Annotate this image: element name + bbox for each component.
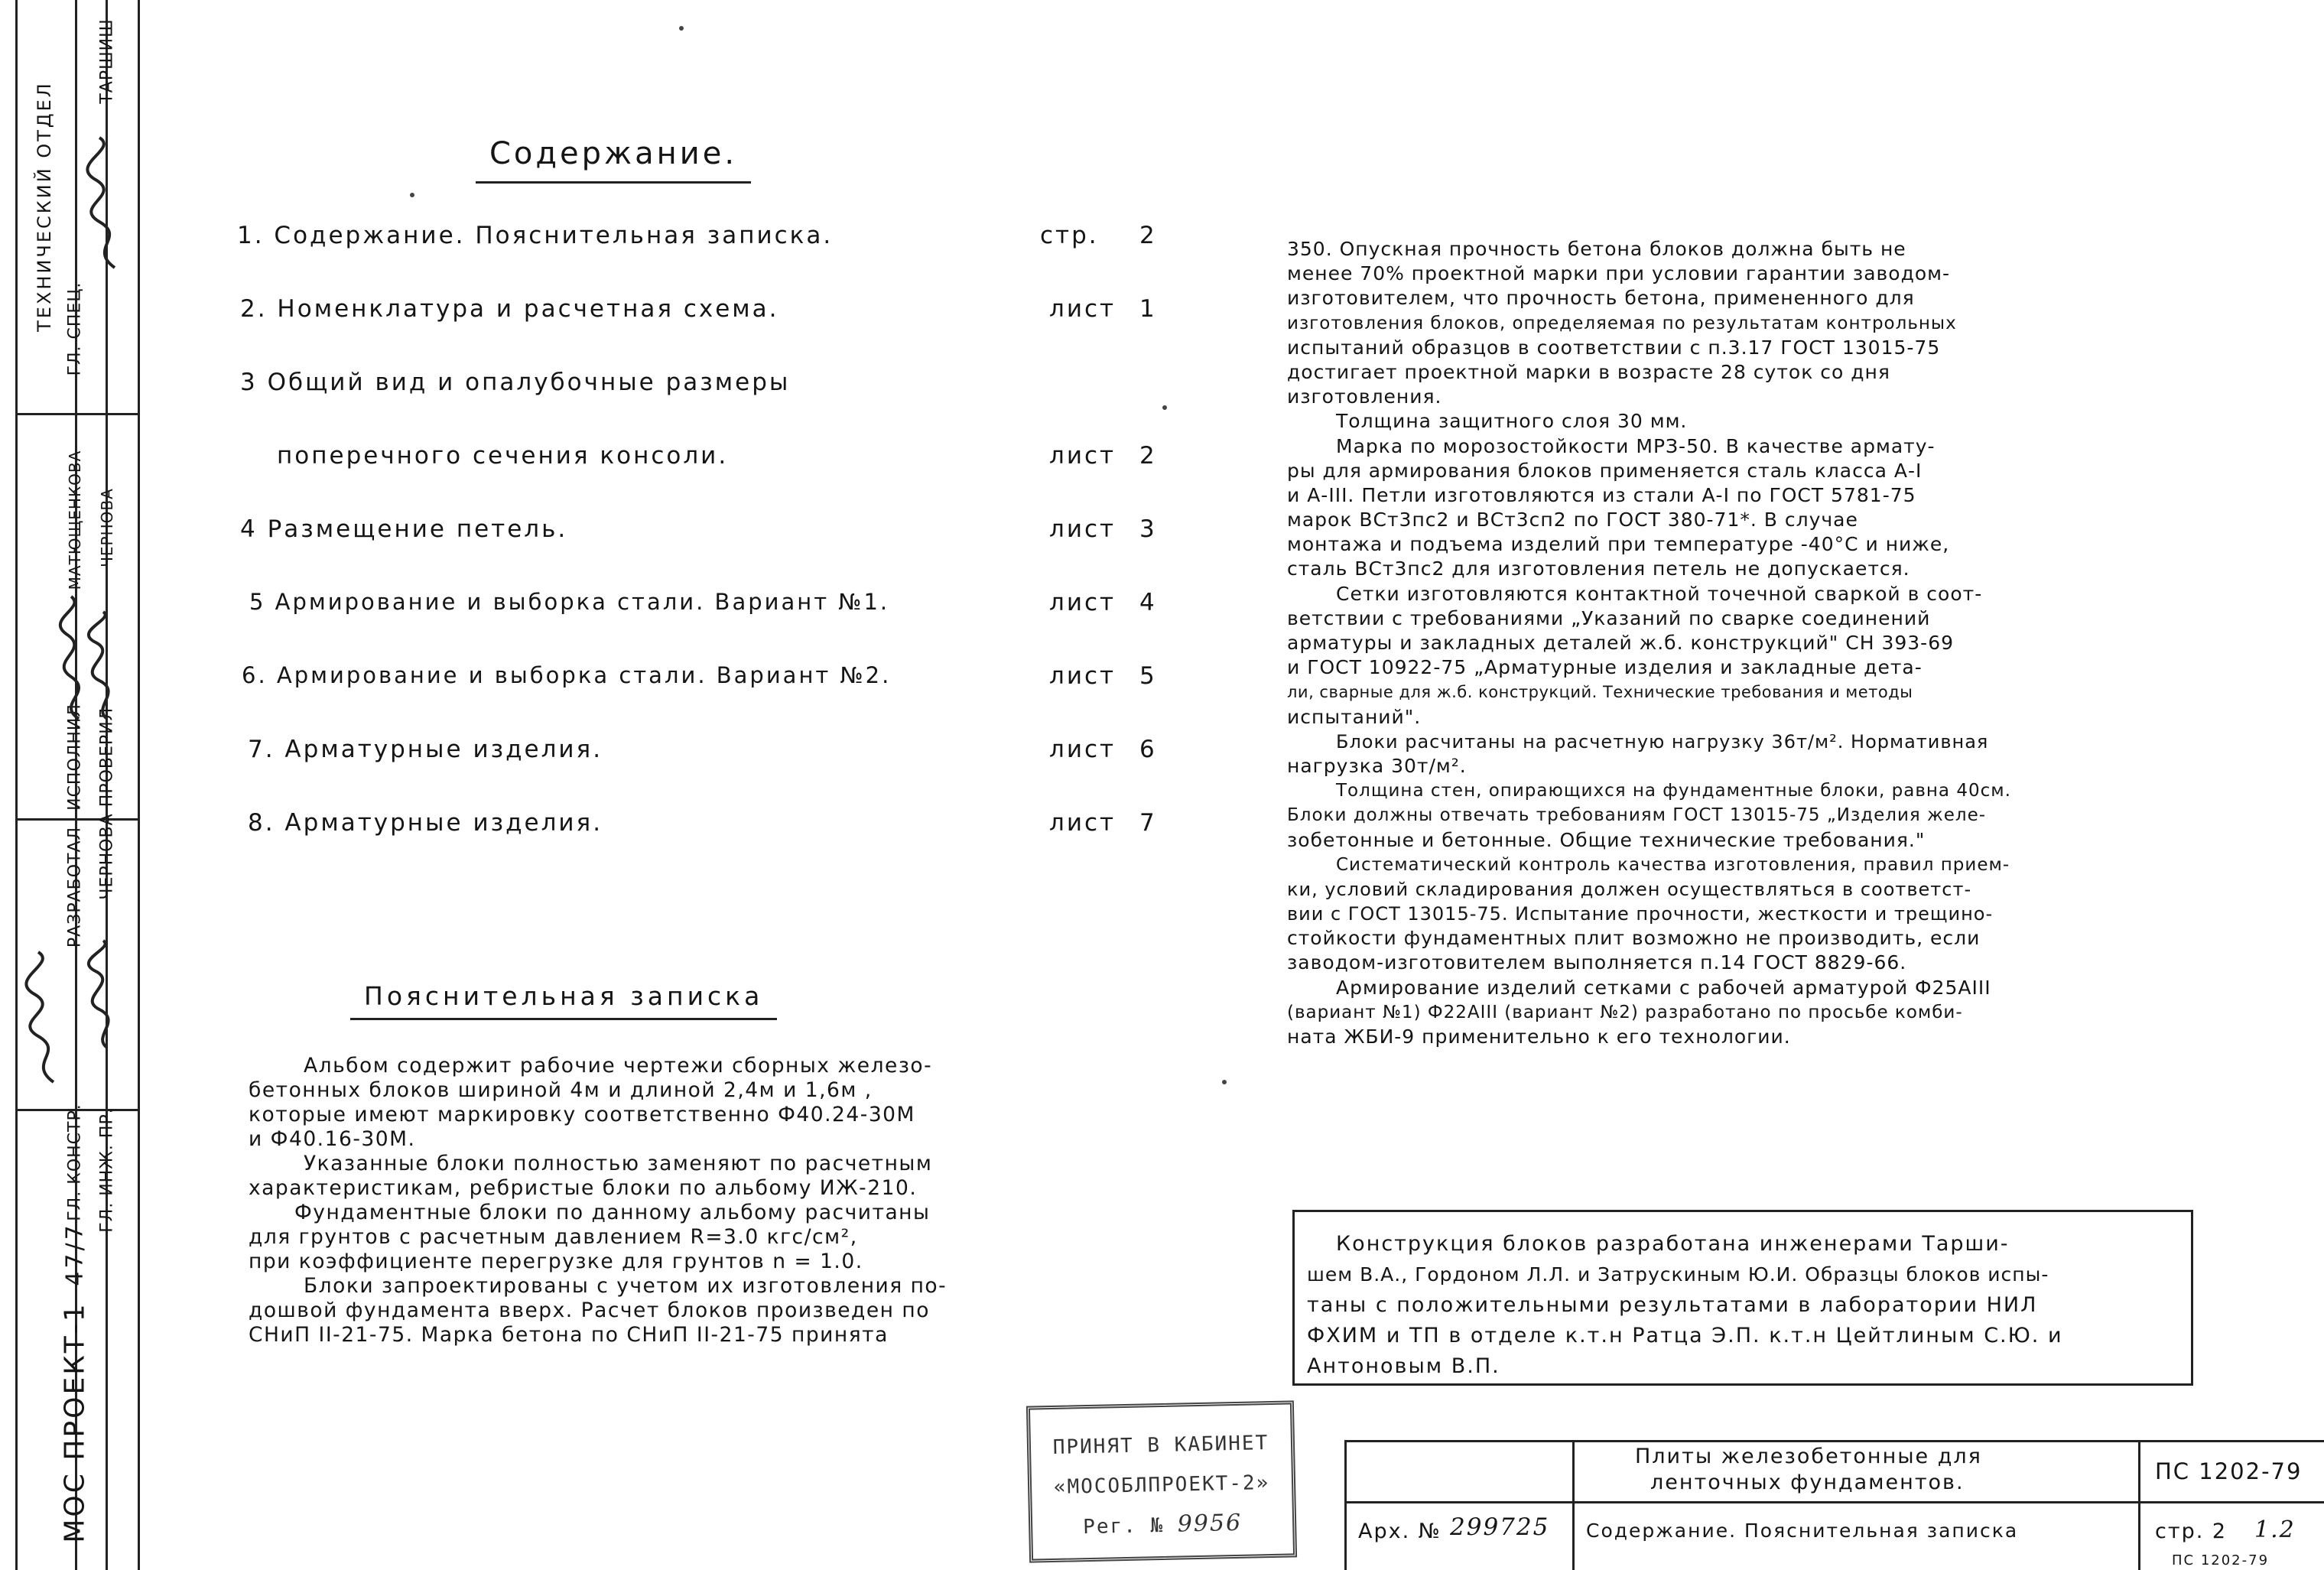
toc-row [237, 589, 1185, 627]
note-line: сталь ВСт3пс2 для изготовления петель не допускается. [1287, 557, 1910, 580]
toc-ref: лист [1049, 442, 1116, 470]
signature-3 [84, 608, 130, 723]
department-label: ТЕХНИЧЕСКИЙ ОТДЕЛ [34, 81, 55, 332]
tb-archive-label: Арх. № [1358, 1520, 1442, 1543]
toc-row [237, 295, 1185, 333]
contents-heading-text: Содержание. [489, 136, 738, 171]
toc-ref: лист [1049, 662, 1116, 690]
toc-num: 4 [1139, 589, 1157, 616]
toc-title: 4 Размещение петель. [240, 515, 568, 543]
note-line: ли, сварные для ж.б. конструкций. Технические требования и методы [1287, 683, 1913, 702]
stamp-line: ПРИНЯТ В КАБИНЕТ [1052, 1432, 1269, 1459]
role-executed: ИСПОЛНИЛ [65, 704, 85, 811]
role-chief-designer: ГЛ. КОНСТР. [65, 1104, 85, 1221]
toc-row [237, 662, 1185, 700]
stamp-reg-label: Рег. № [1082, 1513, 1165, 1539]
toc-row [237, 515, 1185, 554]
note-line: дошвой фундамента вверх. Расчет блоков произведен по [249, 1299, 930, 1322]
name-chernova: ЧЕРНОВА [98, 488, 116, 567]
toc-ref: лист [1049, 736, 1116, 763]
note-line: и А-III. Петли изготовляются из стали А-I по ГОСТ 5781-75 [1287, 483, 1916, 506]
stamp-line [1032, 1502, 1293, 1548]
box-line: Конструкция блоков разработана инженерами Тарши- [1336, 1232, 2010, 1256]
note-line: 350. Опускная прочность бетона блоков должна быть не [1287, 238, 1906, 260]
toc-num: 1 [1139, 295, 1157, 323]
note-line: нагрузка 30т/м². [1287, 754, 1467, 777]
signature-5 [84, 937, 130, 1052]
note-line: при коэффициенте перегрузке для грунтов n = 1.0. [249, 1250, 863, 1273]
toc-title: 5 Армирование и выборка стали. Вариант №1. [249, 589, 890, 615]
note-line: ветствии с требованиями „Указаний по сварке соединений [1287, 606, 1931, 629]
sheet-mark: 47/7 [61, 1222, 89, 1286]
footer-code: ПС 1202-79 [2172, 1552, 2270, 1568]
note-line: бетонных блоков шириной 4м и длиной 2,4м и 1,6м , [249, 1078, 873, 1102]
note-line: которые имеют маркировку соответственно Ф40.24-30М [249, 1103, 915, 1126]
name-tarshish: ТАРШИШ [97, 18, 117, 104]
org-name: МОС ПРОЕКТ-1 [59, 1302, 91, 1543]
stamp-line: «МОСОБЛПРОЕКТ-2» [1053, 1471, 1270, 1499]
note-line: ры для армирования блоков применяется сталь класса А-I [1287, 459, 1923, 482]
note-line: Толщина стен, опирающихся на фундаментные блоки, равна 40см. [1336, 781, 2011, 801]
note-line: Сетки изготовляются контактной точечной сваркой в соот- [1336, 582, 1983, 605]
box-line: шем В.А., Гордоном Л.Л. и Затрускиным Ю.И. Образцы блоков испы- [1307, 1263, 2049, 1286]
note-line: зобетонные и бетонные. Общие технические требования." [1287, 828, 1926, 851]
note-line: Фундаментные блоки по данному альбому расчитаны [294, 1201, 931, 1224]
box-line: ФХИМ и ТП в отделе к.т.н Ратца Э.П. к.т.н Цейтлиным С.Ю. и [1307, 1324, 2063, 1347]
name-chernova-2: ЧЕРНОВА [97, 813, 117, 900]
note-right-column [1287, 237, 2011, 1049]
note-line: изготовления. [1287, 385, 1442, 408]
toc-row [237, 442, 1185, 480]
note-line: вии с ГОСТ 13015-75. Испытание прочности, жесткости и трещино- [1287, 903, 1994, 925]
note-left-column [249, 1054, 947, 1347]
box-line: Антоновым В.П. [1307, 1354, 1500, 1378]
note-line: изготовления блоков, определяемая по результатам контрольных [1287, 313, 1957, 333]
note-heading-text: Пояснительная записка [364, 981, 764, 1011]
stamp-reg-number: 9956 [1177, 1509, 1243, 1538]
note-line: Толщина защитного слоя 30 мм. [1336, 410, 1688, 433]
name-matyuschenkova: МАТЮЩЕНКОВА [66, 450, 84, 590]
tb-title-line2: ленточных фундаментов. [1650, 1471, 1965, 1494]
toc-ref: лист [1049, 295, 1116, 323]
note-line: ната ЖБИ-9 применительно к его технологии. [1287, 1026, 1791, 1048]
note-line: СНиП II-21-75. Марка бетона по СНиП II-21-75 принята [249, 1323, 889, 1347]
toc-title: 3 Общий вид и опалубочные размеры [240, 369, 791, 396]
registration-stamp [1026, 1400, 1297, 1562]
note-line: и Ф40.16-30М. [249, 1127, 416, 1151]
contents-heading [489, 136, 737, 171]
signature-1 [84, 134, 130, 271]
role-chief-engineer: ГЛ. ИНЖ. ПР. [97, 1107, 117, 1233]
note-heading [364, 981, 763, 1011]
note-line: марок ВСт3пс2 и ВСт3сп2 по ГОСТ 380-71*. В случае [1287, 509, 1858, 531]
title-block [1344, 1440, 2324, 1570]
toc-num: 7 [1139, 809, 1157, 837]
signature-4 [23, 948, 69, 1086]
toc-title: 2. Номенклатура и расчетная схема. [240, 295, 779, 323]
toc-row [237, 736, 1185, 774]
note-line: Блоки расчитаны на расчетную нагрузку 36т/м². Нормативная [1336, 730, 1989, 752]
note-line: испытаний". [1287, 705, 1422, 728]
toc-num: 2 [1139, 222, 1157, 249]
note-line: для грунтов с расчетным давлением R=3.0 кгс/см², [249, 1225, 858, 1249]
note-line: Систематический контроль качества изготовления, правил прием- [1336, 854, 2010, 875]
note-line: Блоки должны отвечать требованиям ГОСТ 13015-75 „Изделия желе- [1287, 805, 1987, 826]
toc-title: 1. Содержание. Пояснительная записка. [237, 222, 834, 249]
toc-title: 8. Арматурные изделия. [248, 809, 603, 837]
tb-sheet-number: 1.2 [2254, 1516, 2296, 1543]
note-line: ки, условий складирования должен осуществляться в соответст- [1287, 878, 1972, 900]
tb-sheet-label: стр. 2 [2155, 1520, 2228, 1543]
toc-title: поперечного сечения консоли. [277, 442, 729, 470]
note-line: испытаний образцов в соответствии с п.3.17 ГОСТ 13015-75 [1287, 336, 1941, 359]
toc-num: 3 [1139, 515, 1157, 543]
tb-archive-number: 299725 [1450, 1513, 1550, 1541]
toc-row [237, 369, 1185, 407]
note-line: изготовителем, что прочность бетона, примененного для [1287, 287, 1915, 310]
note-line: и ГОСТ 10922-75 „Арматурные изделия и закладные дета- [1287, 656, 1923, 679]
note-line: монтажа и подъема изделий при температуре -40°С и ниже, [1287, 533, 1950, 556]
note-line: достигает проектной марки в возрасте 28 суток со дня [1287, 360, 1890, 383]
role-checked: ПРОВЕРИЛ [97, 707, 117, 808]
note-line: Альбом содержит рабочие чертежи сборных железо- [304, 1054, 933, 1078]
toc-ref: лист [1049, 809, 1116, 837]
note-line: заводом-изготовителем выполняется п.14 ГОСТ 8829-66. [1287, 951, 1907, 974]
tb-subtitle: Содержание. Пояснительная записка [1586, 1520, 2019, 1542]
toc-ref: лист [1049, 589, 1116, 616]
note-line: арматуры и закладных деталей ж.б. конструкций" СН 393-69 [1287, 632, 1955, 654]
authors-box [1292, 1210, 2193, 1386]
toc-num: 6 [1139, 736, 1157, 763]
tb-code: ПС 1202-79 [2155, 1458, 2303, 1484]
note-line: Марка по морозостойкости МРЗ-50. В качестве армату- [1336, 434, 1936, 457]
toc-ref: лист [1049, 515, 1116, 543]
toc-title: 6. Армирование и выборка стали. Вариант №2. [242, 662, 892, 688]
note-line: стойкости фундаментных плит возможно не производить, если [1287, 927, 1981, 950]
box-line: таны с положительными результатами в лаборатории НИЛ [1307, 1293, 2038, 1317]
toc-row [237, 222, 1185, 260]
note-line: менее 70% проектной марки при условии гарантии заводом- [1287, 262, 1951, 285]
toc-num: 5 [1139, 662, 1157, 690]
note-line: характеристикам, ребристые блоки по альбому ИЖ-210. [249, 1176, 918, 1200]
note-line: Армирование изделий сетками с рабочей арматурой Ф25АIII [1336, 976, 1991, 999]
role-chief-spec: ГЛ. СПЕЦ. [65, 281, 85, 376]
note-line: Указанные блоки полностью заменяют по расчетным [304, 1152, 933, 1175]
toc-row [237, 809, 1185, 847]
note-line: (вариант №1) Ф22АIII (вариант №2) разработано по просьбе комби- [1287, 1002, 1963, 1022]
toc-num: 2 [1139, 442, 1157, 470]
toc-title: 7. Арматурные изделия. [248, 736, 603, 763]
tb-title-line1: Плиты железобетонные для [1635, 1445, 1982, 1468]
role-developed: РАЗРАБОТАЛ [65, 826, 85, 948]
toc-ref: стр. [1040, 222, 1099, 249]
note-line: Блоки запроектированы с учетом их изготовления по- [304, 1274, 947, 1298]
